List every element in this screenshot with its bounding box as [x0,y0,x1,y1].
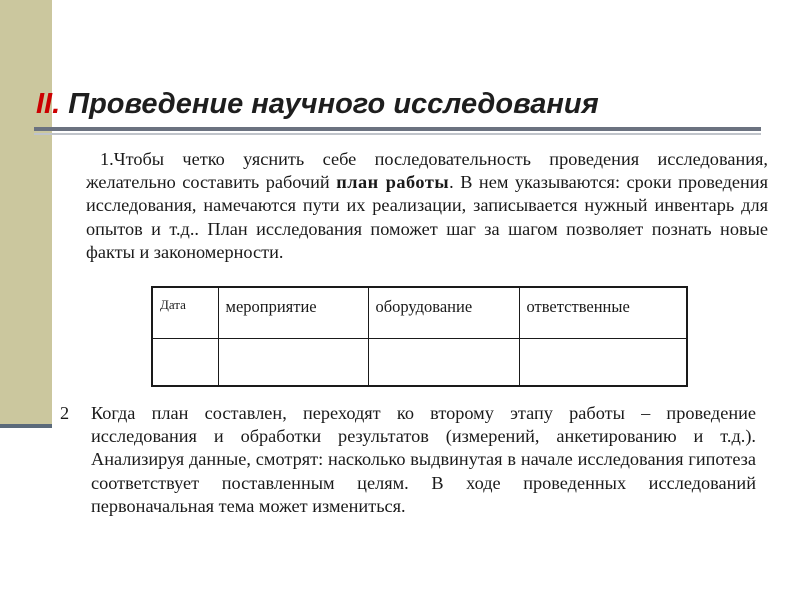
title-rule-secondary [34,133,761,135]
side-accent-underline [0,424,52,428]
header-cell-responsible: ответственные [519,287,687,339]
paragraph-plan [86,148,768,264]
title-number: II. [36,88,61,120]
paragraph-second-stage: Когда план составлен, переходят ко второму этапу работы – проведение исследования и обработки результатов (измерений, анкетированию и т.д.). Анализируя данные, смотрят: насколько выдвинутая в начале исследования гипотеза соответствует поставленным целям. В ходе проведенных исследований первоначальная тема может измениться. [91,403,756,516]
table-cell [368,339,519,387]
header-cell-equipment: оборудование [368,287,519,339]
table-header-row [152,287,687,339]
title-text: Проведение научного исследования [68,88,599,120]
table-cell [218,339,368,387]
work-plan-table [151,286,688,387]
item-number: 2 [60,403,70,423]
side-accent-bar [0,0,52,424]
paragraph-plan-lead: 1.Чтобы четко уяснить себе последовательность проведения исследования, желательно составить рабочий [86,149,768,193]
title-rule [34,127,761,131]
table-row [152,339,687,387]
paragraph-plan-tail: . В нем указываются: сроки проведения исследования, намечаются пути их реализации, записывается нужный инвентарь для опытов и т.д.. План исследования поможет шаг за шагом позволяет познать новые факты и закономерности. [86,172,768,262]
table-cell [152,339,218,387]
paragraph-plan-bold: план работы [336,172,450,193]
table-cell [519,339,687,387]
header-cell-date: Дата [152,287,218,339]
header-cell-activity: мероприятие [218,287,368,339]
slide-title [36,88,599,121]
